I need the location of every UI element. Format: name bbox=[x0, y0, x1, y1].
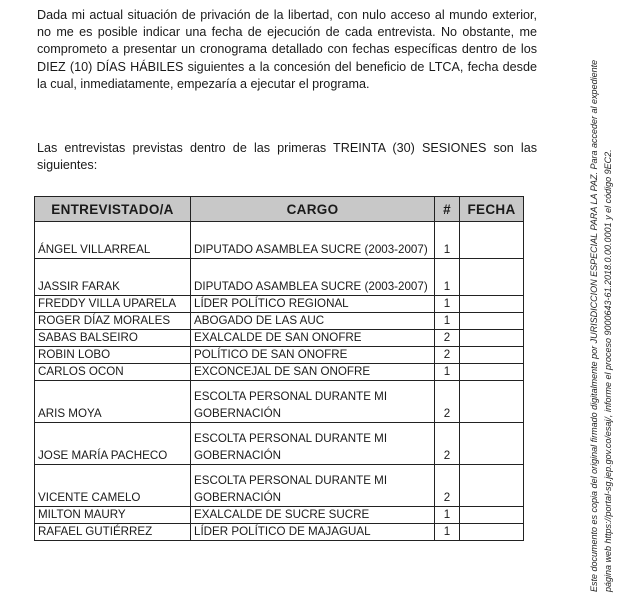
cell-numero: 1 bbox=[435, 259, 460, 296]
cell-entrevistado: FREDDY VILLA UPARELA bbox=[35, 296, 191, 313]
digital-signature-line-1: Este documento es copia del original firmado digitalmente por JURISDICCION ESPECIAL PARA LA PAZ. Para acceder al expediente bbox=[589, 59, 599, 592]
cell-numero: 2 bbox=[435, 381, 460, 423]
intro-paragraph: Dada mi actual situación de privación de la libertad, con nulo acceso al mundo exterior, no me es posible indicar una fecha de ejecución de cada entrevista. No obstante, me comprometo a presentar un cronograma detallado con fechas específicas dentro de los DIEZ (10) DÍAS HÁBILES siguientes a la concesión del beneficio de LTCA, fecha desde la cual, inmediatamente, empezaría a ejecutar el programa. bbox=[37, 8, 537, 91]
cell-entrevistado: CARLOS OCON bbox=[35, 364, 191, 381]
digital-signature-note bbox=[586, 0, 626, 600]
cell-cargo: ABOGADO DE LAS AUC bbox=[191, 313, 435, 330]
cell-cargo: ESCOLTA PERSONAL DURANTE MI GOBERNACIÓN bbox=[191, 423, 435, 465]
cell-numero: 2 bbox=[435, 347, 460, 364]
cell-numero: 1 bbox=[435, 222, 460, 259]
header-cargo: CARGO bbox=[191, 197, 435, 222]
cell-entrevistado: ÁNGEL VILLARREAL bbox=[35, 222, 191, 259]
cell-entrevistado: RAFAEL GUTIÉRREZ bbox=[35, 524, 191, 541]
cell-entrevistado: ROGER DÍAZ MORALES bbox=[35, 313, 191, 330]
digital-signature-line-2: página web https://portal-sg.jep.gov.co/esaj/, informe el proceso 9000643-61.2018.0.00.0001 y el código 9EC2. bbox=[603, 149, 613, 592]
cell-cargo: EXALCALDE DE SUCRE SUCRE bbox=[191, 507, 435, 524]
table-header-row bbox=[35, 197, 524, 222]
cell-entrevistado: JOSE MARÍA PACHECO bbox=[35, 423, 191, 465]
cell-fecha bbox=[460, 381, 524, 423]
sessions-paragraph: Las entrevistas previstas dentro de las primeras TREINTA (30) SESIONES son las siguientes: bbox=[37, 141, 537, 173]
table-row bbox=[35, 296, 524, 313]
cell-cargo: DIPUTADO ASAMBLEA SUCRE (2003-2007) bbox=[191, 259, 435, 296]
table-row bbox=[35, 524, 524, 541]
interviews-table bbox=[34, 196, 524, 541]
table-row bbox=[35, 364, 524, 381]
table-row bbox=[35, 507, 524, 524]
table-row bbox=[35, 423, 524, 465]
cell-fecha bbox=[460, 364, 524, 381]
cell-cargo: LÍDER POLÍTICO DE MAJAGUAL bbox=[191, 524, 435, 541]
cell-cargo: POLÍTICO DE SAN ONOFRE bbox=[191, 347, 435, 364]
cell-fecha bbox=[460, 330, 524, 347]
cell-fecha bbox=[460, 465, 524, 507]
table-row bbox=[35, 465, 524, 507]
cell-entrevistado: SABAS BALSEIRO bbox=[35, 330, 191, 347]
cell-fecha bbox=[460, 524, 524, 541]
cell-fecha bbox=[460, 347, 524, 364]
table-row bbox=[35, 347, 524, 364]
cell-cargo: EXCONCEJAL DE SAN ONOFRE bbox=[191, 364, 435, 381]
cell-entrevistado: VICENTE CAMELO bbox=[35, 465, 191, 507]
cell-cargo: LÍDER POLÍTICO REGIONAL bbox=[191, 296, 435, 313]
cell-entrevistado: MILTON MAURY bbox=[35, 507, 191, 524]
cell-cargo: EXALCALDE DE SAN ONOFRE bbox=[191, 330, 435, 347]
cell-entrevistado: JASSIR FARAK bbox=[35, 259, 191, 296]
cell-fecha bbox=[460, 259, 524, 296]
cell-numero: 1 bbox=[435, 364, 460, 381]
cell-fecha bbox=[460, 222, 524, 259]
header-entrevistado: ENTREVISTADO/A bbox=[35, 197, 191, 222]
cell-fecha bbox=[460, 313, 524, 330]
cell-numero: 1 bbox=[435, 313, 460, 330]
table-row bbox=[35, 381, 524, 423]
cell-entrevistado: ARIS MOYA bbox=[35, 381, 191, 423]
cell-numero: 1 bbox=[435, 524, 460, 541]
cell-numero: 2 bbox=[435, 330, 460, 347]
cell-cargo: ESCOLTA PERSONAL DURANTE MI GOBERNACIÓN bbox=[191, 465, 435, 507]
cell-fecha bbox=[460, 296, 524, 313]
table-row bbox=[35, 313, 524, 330]
table-row bbox=[35, 222, 524, 259]
header-numero: # bbox=[435, 197, 460, 222]
cell-fecha bbox=[460, 423, 524, 465]
cell-entrevistado: ROBIN LOBO bbox=[35, 347, 191, 364]
cell-cargo: ESCOLTA PERSONAL DURANTE MI GOBERNACIÓN bbox=[191, 381, 435, 423]
table-row bbox=[35, 330, 524, 347]
cell-numero: 1 bbox=[435, 507, 460, 524]
cell-numero: 1 bbox=[435, 296, 460, 313]
table-row bbox=[35, 259, 524, 296]
cell-numero: 2 bbox=[435, 465, 460, 507]
cell-cargo: DIPUTADO ASAMBLEA SUCRE (2003-2007) bbox=[191, 222, 435, 259]
header-fecha: FECHA bbox=[460, 197, 524, 222]
cell-numero: 2 bbox=[435, 423, 460, 465]
cell-fecha bbox=[460, 507, 524, 524]
